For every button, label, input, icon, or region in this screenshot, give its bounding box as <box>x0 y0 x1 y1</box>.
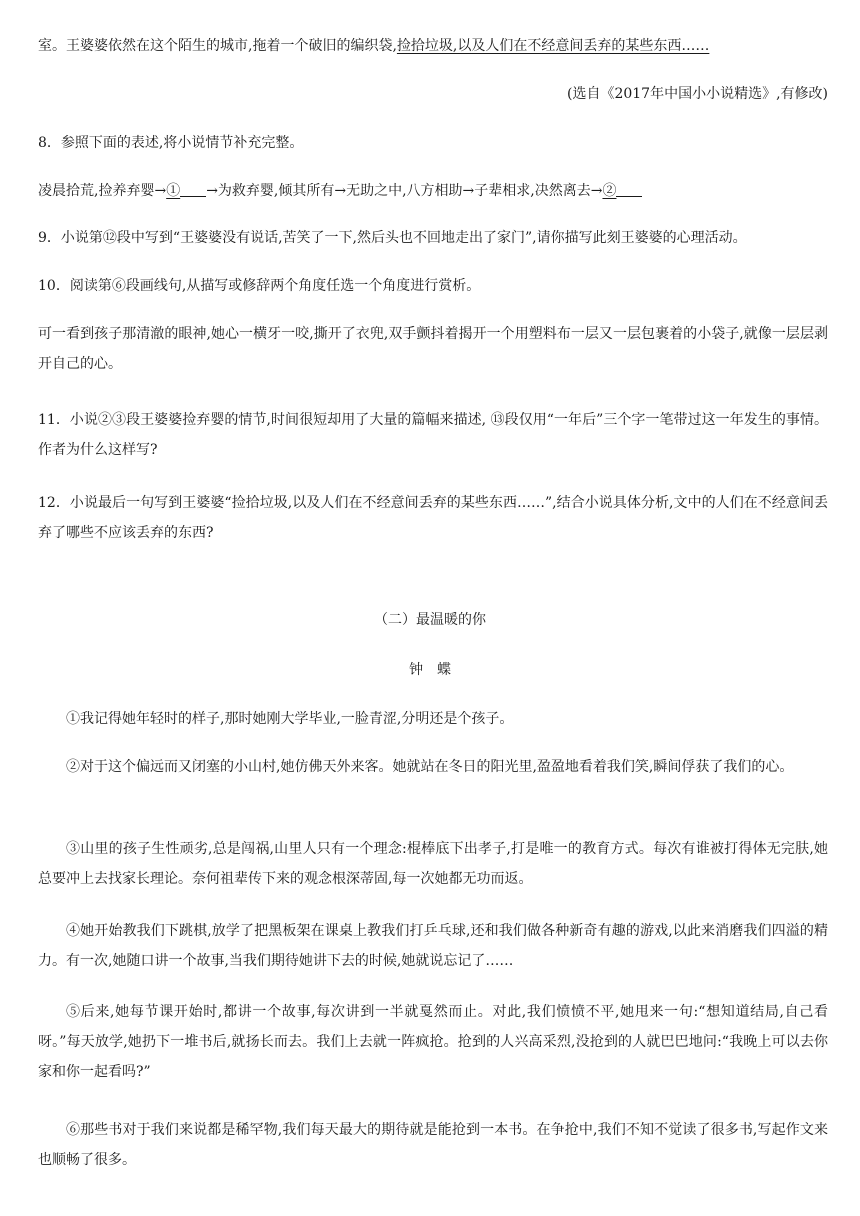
paragraph-5: ⑤后来,她每节课开始时,都讲一个故事,每次讲到一半就戛然而止。对此,我们愤愤不平,她甩来一句:“想知道结局,自己看呀。”每天放学,她扔下一堆书后,就扬长而去。我们上去就一阵疯抢。抢到的人兴高采烈,没抢到的人就巴巴地问:“我晚上可以去你家和你一起看吗?” <box>38 1004 828 1080</box>
paragraph-1: ①我记得她年轻时的样子,那时她刚大学毕业,一脸青涩,分明还是个孩子。 <box>66 711 514 727</box>
paragraph-2: ②对于这个偏远而又闭塞的小山村,她仿佛天外来客。她就站在冬日的阳光里,盈盈地看着我们笑,瞬间俘获了我们的心。 <box>66 759 794 775</box>
question-9: 9．小说第⑫段中写到“王婆婆没有说话,苦笑了一下,然后头也不回地走出了家门”,请你描写此刻王婆婆的心理活动。 <box>38 230 747 246</box>
question-10: 10．阅读第⑥段画线句,从描写或修辞两个角度任选一个角度进行赏析。 <box>38 278 481 294</box>
answer-blank-2[interactable] <box>616 182 642 197</box>
source-citation: (选自《2017年中国小小说精选》,有修改) <box>566 86 828 102</box>
question-11: 11．小说②③段王婆婆捡弃婴的情节,时间很短却用了大量的篇幅来描述, ⑬段仅用“一年后”三个字一笔带过这一年发生的事情。作者为什么这样写? <box>38 412 828 458</box>
section-title: （二）最温暖的你 <box>374 612 486 628</box>
paragraph-3: ③山里的孩子生性顽劣,总是闯祸,山里人只有一个理念:棍棒底下出孝子,打是唯一的教育方式。每次有谁被打得体无完肤,她总要冲上去找家长理论。奈何祖辈传下来的观念根深蒂固,每一次她都无功而返。 <box>38 841 828 887</box>
plot-flow-middle: →为救弃婴,倾其所有→无助之中,八方相助→子辈相求,决然离去→ <box>206 183 603 199</box>
underlined-ending-sentence: 捡拾垃圾,以及人们在不经意间丢弃的某些东西…… <box>396 38 710 54</box>
blank-marker-2: ② <box>602 183 617 199</box>
story-ending-text: 室。王婆婆依然在这个陌生的城市,拖着一个破旧的编织袋, <box>38 38 397 54</box>
plot-flow <box>38 176 828 206</box>
paragraph-4: ④她开始教我们下跳棋,放学了把黑板架在课桌上教我们打乒乓球,还和我们做各种新奇有趣的游戏,以此来消磨我们四溢的精力。有一次,她随口讲一个故事,当我们期待她讲下去的时候,她就说忘记了…… <box>38 923 828 969</box>
question-8: 8．参照下面的表述,将小说情节补充完整。 <box>38 135 304 151</box>
blank-marker-1: ① <box>166 183 181 199</box>
quoted-sentence: 可一看到孩子那清澈的眼神,她心一横牙一咬,撕开了衣兜,双手颤抖着揭开一个用塑料布一层又一层包裹着的小袋子,就像一层层剥开自己的心。 <box>38 326 828 372</box>
paragraph-6: ⑥那些书对于我们来说都是稀罕物,我们每天最大的期待就是能抢到一本书。在争抢中,我们不知不觉读了很多书,写起作文来也顺畅了很多。 <box>38 1122 828 1168</box>
author-name: 钟 蝶 <box>409 662 451 678</box>
answer-blank-1[interactable] <box>180 182 206 197</box>
plot-flow-start: 凌晨拾荒,捡养弃婴→ <box>38 183 167 199</box>
question-12: 12．小说最后一句写到王婆婆“捡拾垃圾,以及人们在不经意间丢弃的某些东西……”,结合小说具体分析,文中的人们在不经意间丢弃了哪些不应该丢弃的东西? <box>38 495 828 541</box>
story-ending-paragraph <box>38 31 828 61</box>
